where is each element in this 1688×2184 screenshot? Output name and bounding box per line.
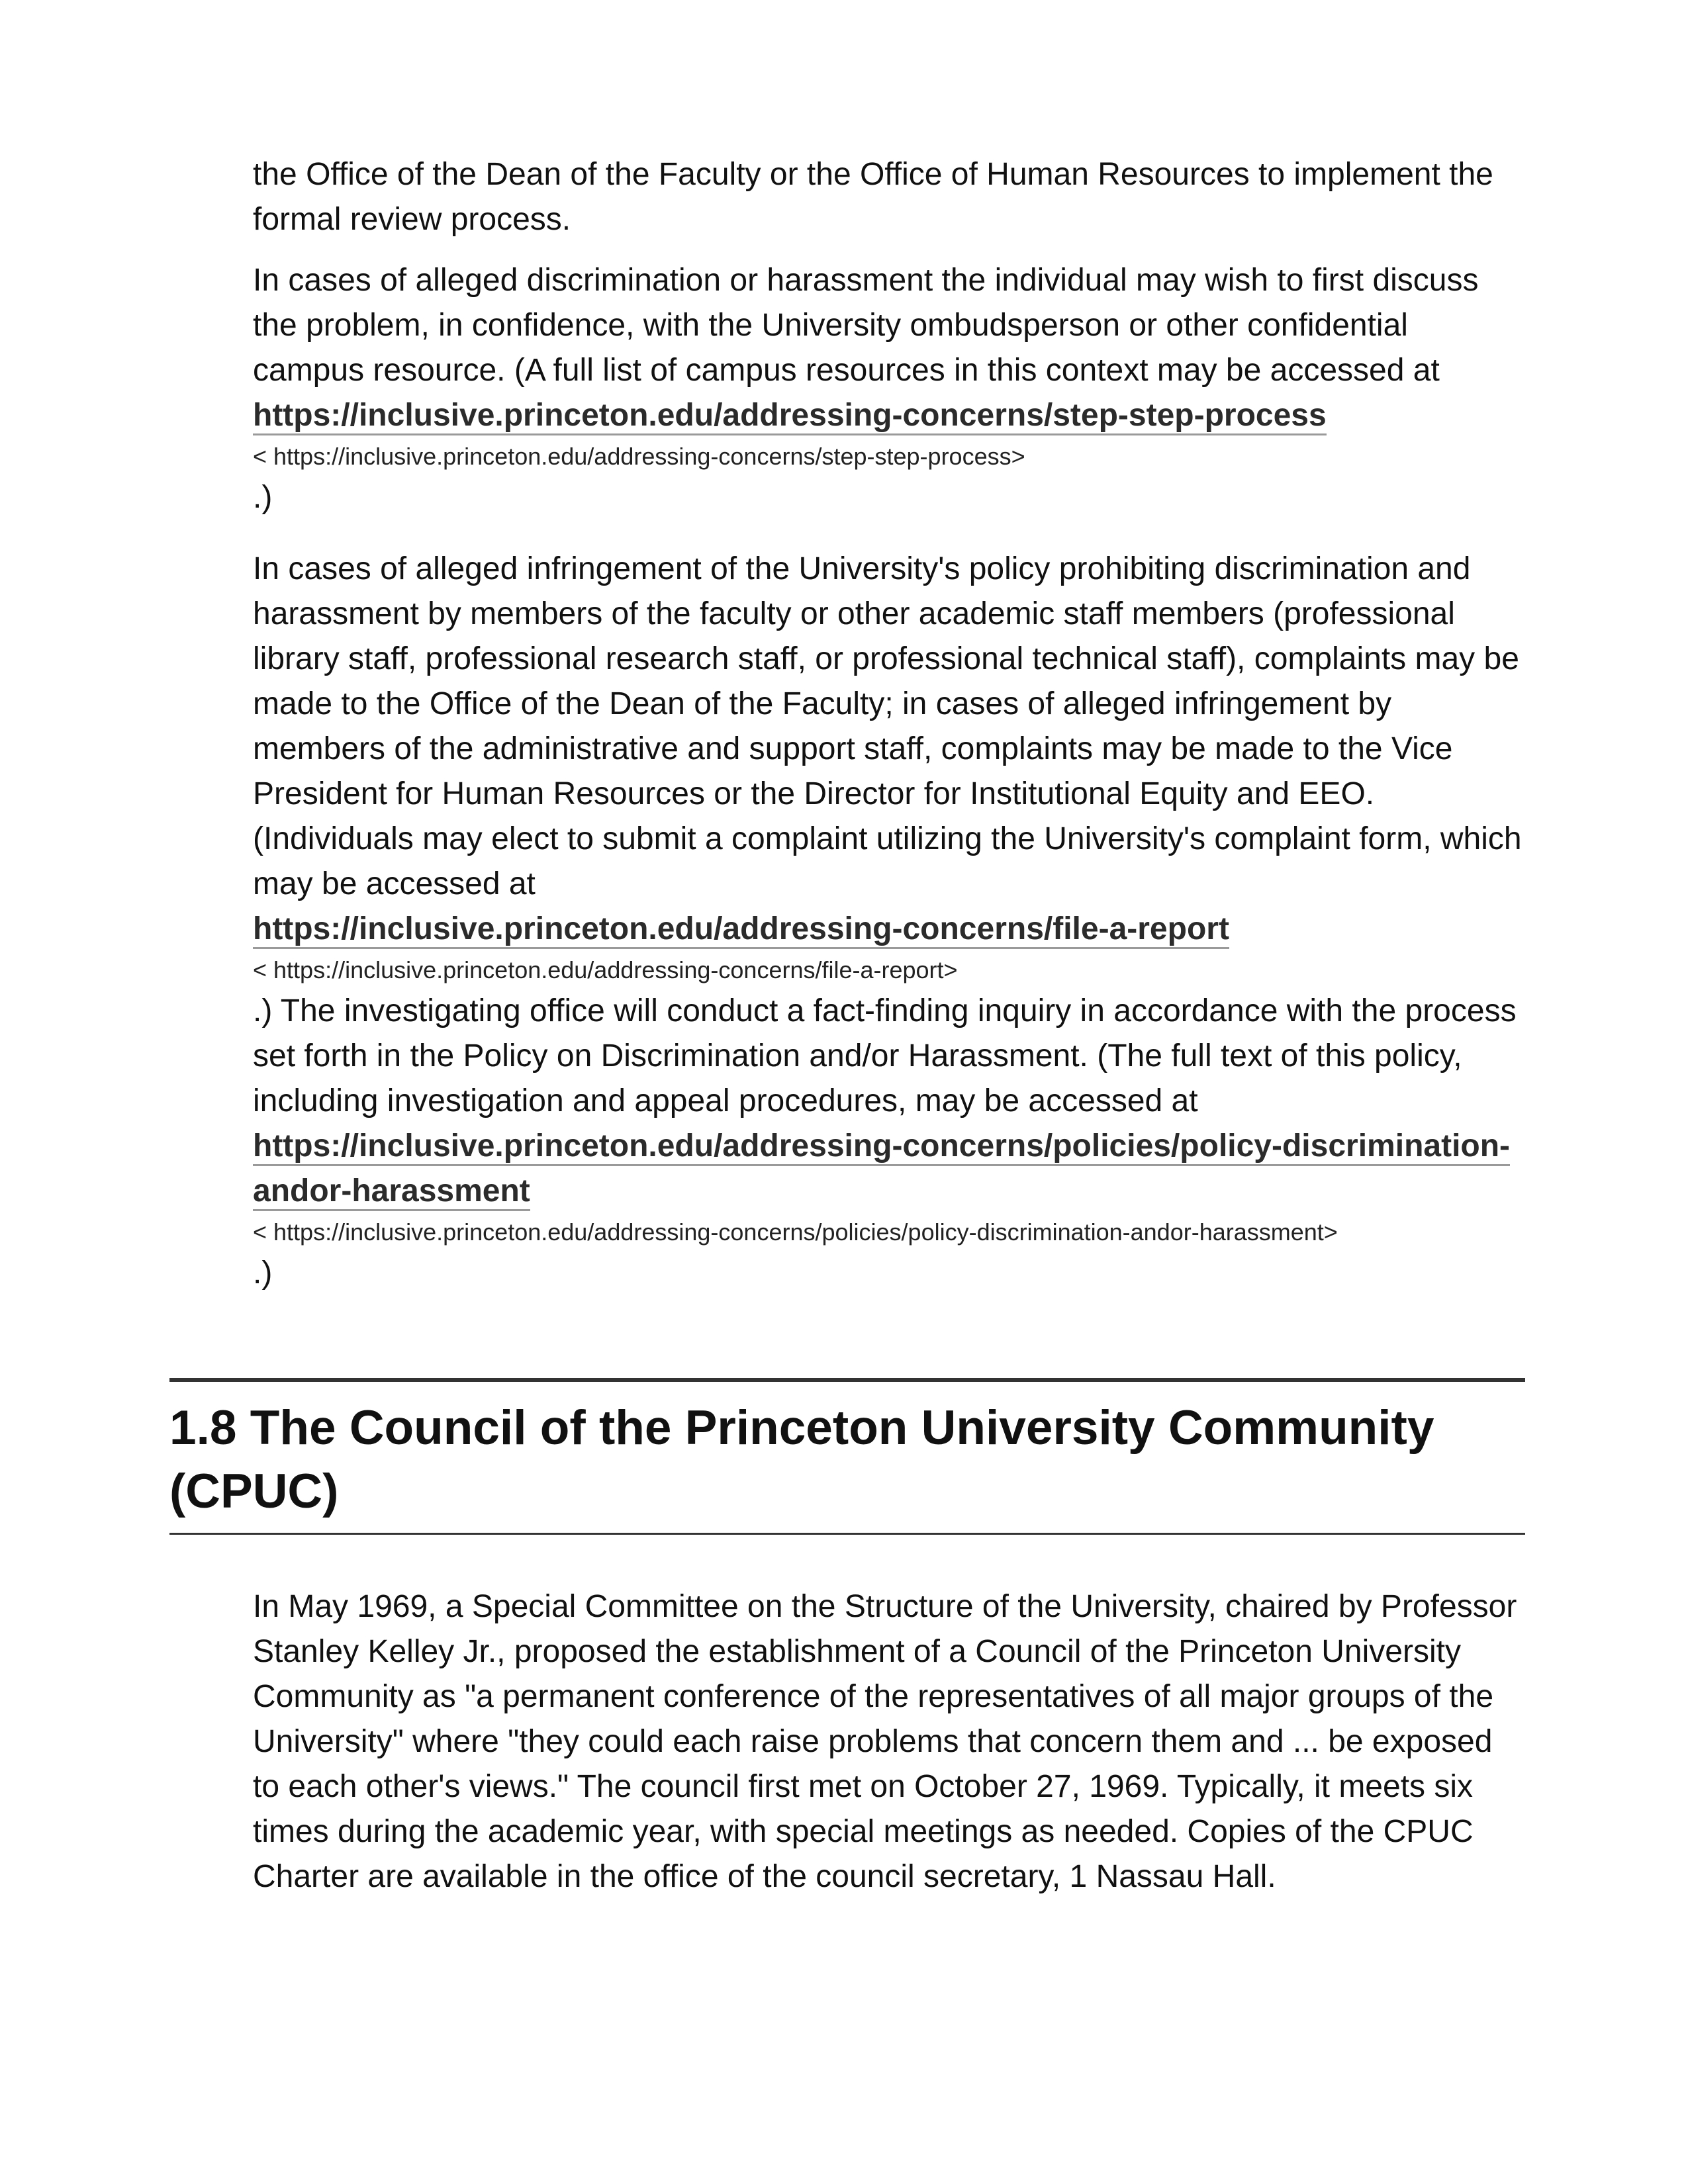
section-heading: 1.8 The Council of the Princeton University Community (CPUC) xyxy=(169,1401,1434,1518)
paragraph-text: the Office of the Dean of the Faculty or the Office of Human Resources to implement the formal review process. xyxy=(253,157,1493,237)
paragraph-cpuc-history xyxy=(253,1584,1525,1899)
link-line xyxy=(253,1124,1525,1214)
paragraph-text: In cases of alleged infringement of the University's policy prohibiting discrimination and harassment by members of the faculty or other academic staff members (professional library staff, professional research staff, or professional technical staff), complaints may be made to the Office of the Dean of the Faculty; in cases of alleged infringement by members of the administrative and support staff, complaints may be made to the Vice President for Human Resources or the Director for Institutional Equity and EEO. (Individuals may elect to submit a complaint utilizing the University's complaint form, which may be accessed at xyxy=(253,551,1522,901)
closing-punctuation: .) xyxy=(253,1255,273,1291)
paragraph-text: In cases of alleged discrimination or harassment the individual may wish to first discuss the problem, in confidence, with the University ombudsperson or other confidential campus resource. (A full list of campus resources in this context may be accessed at xyxy=(253,263,1479,388)
closing-punctuation: .) xyxy=(253,480,273,515)
step-step-process-link[interactable]: https://inclusive.princeton.edu/addressing-concerns/step-step-process xyxy=(253,398,1327,435)
heading-top-rule xyxy=(169,1378,1525,1382)
paragraph-formal-review xyxy=(253,152,1525,242)
url-footnote: < https://inclusive.princeton.edu/addressing-concerns/file-a-report> xyxy=(253,956,958,983)
heading-bottom-rule xyxy=(169,1533,1525,1535)
paragraph-complaint-process xyxy=(253,547,1525,1296)
url-footnote: < https://inclusive.princeton.edu/addressing-concerns/policies/policy-discrimination-andor-harassment> xyxy=(253,1218,1338,1246)
file-a-report-link[interactable]: https://inclusive.princeton.edu/addressing-concerns/file-a-report xyxy=(253,911,1229,949)
paragraph-body xyxy=(253,258,1525,438)
link-line xyxy=(253,907,1525,952)
policy-discrimination-link[interactable]: https://inclusive.princeton.edu/addressing-concerns/policies/policy-discrimination-andor-harassment xyxy=(253,1128,1510,1211)
url-footnote: < https://inclusive.princeton.edu/addressing-concerns/step-step-process> xyxy=(253,443,1025,470)
paragraph-text: In May 1969, a Special Committee on the Structure of the University, chaired by Professor Stanley Kelley Jr., proposed the establishment of a Council of the Princeton University Community as "a permanent conference of the representatives of all major groups of the University" where "they could each raise problems that concern them and ... be exposed to each other's views." The council first met on October 27, 1969. Typically, it meets six times during the academic year, with special meetings as needed. Copies of the CPUC Charter are available in the office of the council secretary, 1 Nassau Hall. xyxy=(253,1589,1517,1894)
paragraph-text: .) The investigating office will conduct a fact-finding inquiry in accordance with the process set forth in the Policy on Discrimination and/or Harassment. (The full text of this policy, including investigation and appeal procedures, may be accessed at xyxy=(253,993,1517,1118)
paragraph-discrimination-resources xyxy=(253,258,1525,520)
